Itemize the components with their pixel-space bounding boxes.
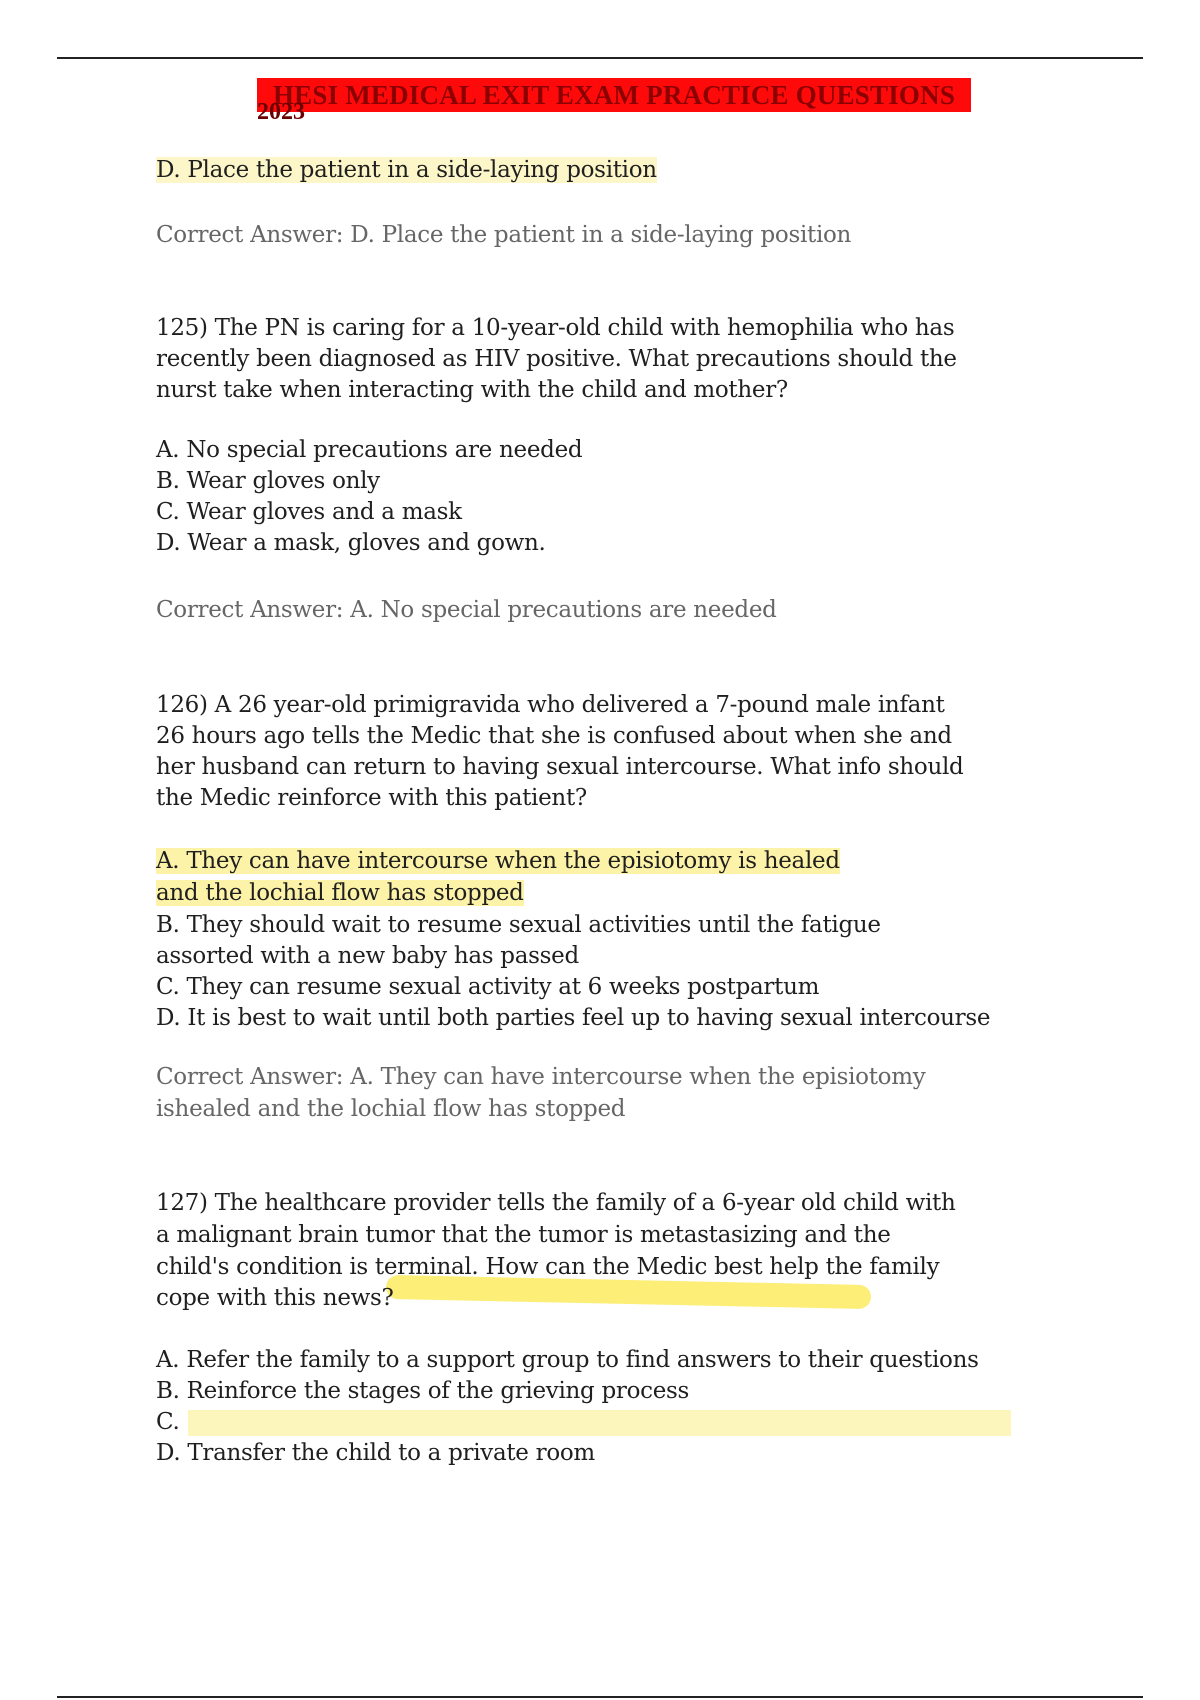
q125-correct-answer: Correct Answer: A. No special precautions are needed xyxy=(156,597,777,623)
q126-option-c: C. They can resume sexual activity at 6 weeks postpartum xyxy=(156,974,820,1000)
q126-correct-answer-1: Correct Answer: A. They can have intercourse when the episiotomy xyxy=(156,1064,926,1090)
title-tail: 2023 xyxy=(257,99,305,125)
q125-text-2: recently been diagnosed as HIV positive. What precautions should the xyxy=(156,346,957,372)
q127-option-d: D. Transfer the child to a private room xyxy=(156,1440,595,1466)
q127-option-b: B. Reinforce the stages of the grieving process xyxy=(156,1378,690,1404)
q125-option-c: C. Wear gloves and a mask xyxy=(156,499,462,525)
q126-text-4: the Medic reinforce with this patient? xyxy=(156,785,587,811)
q127-text-2: a malignant brain tumor that the tumor is metastasizing and the xyxy=(156,1222,891,1248)
q126-option-b: B. They should wait to resume sexual activities until the fatigue xyxy=(156,912,881,938)
q126-option-d: D. It is best to wait until both parties feel up to having sexual intercourse xyxy=(156,1005,991,1031)
q126-text-3: her husband can return to having sexual intercourse. What info should xyxy=(156,754,964,780)
q125-option-d: D. Wear a mask, gloves and gown. xyxy=(156,530,546,556)
q125-option-b: B. Wear gloves only xyxy=(156,468,380,494)
q125-text-3: nurst take when interacting with the child and mother? xyxy=(156,377,788,403)
q127-option-a: A. Refer the family to a support group to find answers to their questions xyxy=(156,1347,979,1373)
q126-option-a-cont: and the lochial flow has stopped xyxy=(156,880,524,906)
q126-option-b-cont: assorted with a new baby has passed xyxy=(156,943,579,969)
q126-option-a: A. They can have intercourse when the episiotomy is healed xyxy=(156,848,840,874)
q125-text-1: 125) The PN is caring for a 10-year-old child with hemophilia who has xyxy=(156,315,955,341)
bottom-rule xyxy=(57,1696,1143,1698)
q127-option-c: C. xyxy=(156,1409,180,1435)
q126-text-2: 26 hours ago tells the Medic that she is confused about when she and xyxy=(156,723,952,749)
q125-option-a: A. No special precautions are needed xyxy=(156,437,583,463)
q126-correct-answer-2: ishealed and the lochial flow has stopped xyxy=(156,1096,626,1122)
q126-text-1: 126) A 26 year-old primigravida who delivered a 7-pound male infant xyxy=(156,692,945,718)
redacted-option-highlight xyxy=(188,1410,1011,1436)
q127-text-4: cope with this news? xyxy=(156,1285,394,1311)
q127-text-1: 127) The healthcare provider tells the family of a 6-year old child with xyxy=(156,1190,956,1216)
page-title: HESI MEDICAL EXIT EXAM PRACTICE QUESTIONS xyxy=(272,80,956,110)
prev-option-d: D. Place the patient in a side-laying position xyxy=(156,157,657,183)
q127-text-3: child's condition is terminal. How can the Medic best help the family xyxy=(156,1254,940,1280)
top-rule xyxy=(57,57,1143,59)
prev-correct-answer: Correct Answer: D. Place the patient in a side-laying position xyxy=(156,222,852,248)
